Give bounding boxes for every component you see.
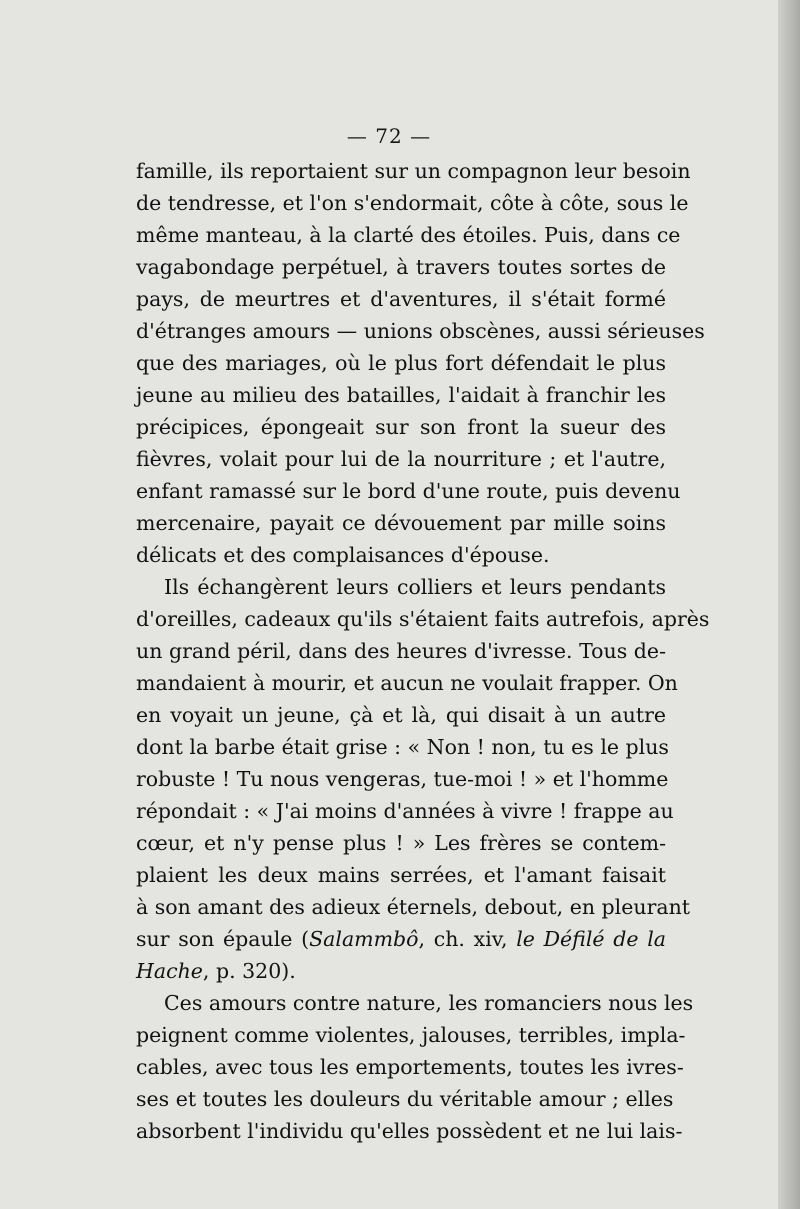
page-edge [778, 0, 800, 1209]
text-line: enfant ramassé sur le bord d'une route, puis devenu [136, 479, 681, 503]
text-line: Ils échangèrent leurs colliers et leurs pendants [164, 575, 666, 599]
text-line: jeune au milieu des batailles, l'aidait à franchir les [136, 383, 666, 407]
text-line: cœur, et n'y pense plus ! » Les frères se contem- [136, 831, 666, 855]
text-fragment: sur son épaule ( [136, 927, 310, 951]
text-line: famille, ils reportaient sur un compagnon leur besoin [136, 159, 691, 183]
citation-line-end [136, 955, 666, 987]
text-line: absorbent l'individu qu'elles possèdent et ne lui lais- [136, 1119, 683, 1143]
citation-section-end: Hache [136, 959, 203, 983]
text-line: Ces amours contre nature, les romanciers nous les [164, 991, 694, 1015]
text-line: même manteau, à la clarté des étoiles. Puis, dans ce [136, 223, 681, 247]
text-line: précipices, épongeait sur son front la sueur des [136, 415, 666, 439]
text-line: plaient les deux mains serrées, et l'amant faisait [136, 863, 666, 887]
page-number: — 72 — [346, 124, 432, 148]
citation-page: , p. 320). [202, 959, 296, 983]
text-line: un grand péril, dans des heures d'ivresse. Tous de- [136, 639, 666, 663]
text-line: délicats et des complaisances d'épouse. [136, 543, 550, 567]
text-line: mandaient à mourir, et aucun ne voulait frapper. On [136, 671, 678, 695]
text-line: vagabondage perpétuel, à travers toutes sortes de [136, 255, 666, 279]
text-line: mercenaire, payait ce dévouement par mille soins [136, 511, 666, 535]
citation-title: Salammbô [309, 927, 419, 951]
text-line: répondait : « J'ai moins d'années à vivre ! frappe au [136, 799, 674, 823]
text-line: cables, avec tous les emportements, toutes les ivres- [136, 1055, 684, 1079]
text-line: en voyait un jeune, çà et là, qui disait à un autre [136, 703, 666, 727]
text-line: de tendresse, et l'on s'endormait, côte à côte, sous le [136, 191, 689, 215]
text-line: robuste ! Tu nous vengeras, tue-moi ! » et l'homme [136, 767, 669, 791]
citation-line [136, 923, 666, 955]
text-line: que des mariages, où le plus fort défendait le plus [136, 351, 666, 375]
text-line: fièvres, volait pour lui de la nourriture ; et l'autre, [136, 447, 666, 471]
text-line: d'étranges amours — unions obscènes, aussi sérieuses [136, 319, 705, 343]
text-line: peignent comme violentes, jalouses, terribles, impla- [136, 1023, 686, 1047]
text-line: ses et toutes les douleurs du véritable amour ; elles [136, 1087, 674, 1111]
text-line: pays, de meurtres et d'aventures, il s'était formé [136, 287, 666, 311]
text-line: d'oreilles, cadeaux qu'ils s'étaient faits autrefois, après [136, 607, 710, 631]
text-line: à son amant des adieux éternels, debout, en pleurant [136, 895, 691, 919]
citation-chapter: , ch. xiv, [418, 927, 517, 951]
text-line: dont la barbe était grise : « Non ! non, tu es le plus [136, 735, 669, 759]
citation-section: le Défilé de la [516, 927, 666, 951]
